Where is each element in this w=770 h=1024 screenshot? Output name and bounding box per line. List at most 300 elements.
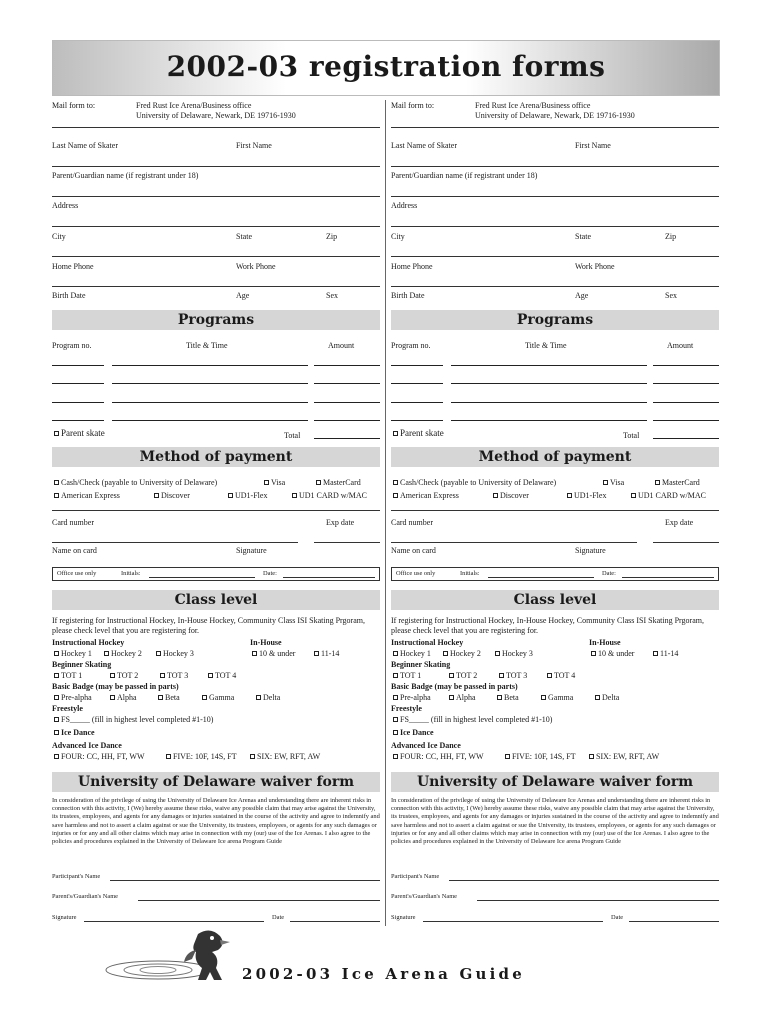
payment-visa[interactable] <box>603 478 624 488</box>
gamma-label: Gamma <box>548 693 574 702</box>
home-phone-label: Home Phone <box>391 262 433 271</box>
title-time-header: Title & Time <box>186 341 228 350</box>
checkbox-icon[interactable] <box>653 651 658 656</box>
page-title: 2002-03 registration forms <box>166 50 606 83</box>
freestyle-heading: Freestyle <box>52 704 83 713</box>
level-freestyle[interactable] <box>54 715 213 725</box>
level-gamma[interactable] <box>202 693 234 703</box>
checkbox-icon[interactable] <box>443 651 448 656</box>
home-phone-label: Home Phone <box>52 262 94 271</box>
basic-badge-heading: Basic Badge (may be passed in parts) <box>52 682 179 691</box>
ud1-card-label: UD1 CARD w/MAC <box>638 491 707 500</box>
registration-form-left <box>52 98 380 928</box>
level-five[interactable] <box>166 752 237 762</box>
program-no-header: Program no. <box>391 341 431 350</box>
parent-skate-label: Parent skate <box>61 428 105 438</box>
exp-date-field-line[interactable] <box>314 542 380 543</box>
level-gamma[interactable] <box>541 693 573 703</box>
checkbox-icon[interactable] <box>54 730 59 735</box>
registration-form-right <box>391 98 719 928</box>
card-number-field-line[interactable] <box>391 542 637 543</box>
program-row-1-amount[interactable] <box>314 365 380 366</box>
level-10-under[interactable] <box>252 649 295 659</box>
waiver-date-field-line[interactable] <box>629 921 719 922</box>
address-field-line[interactable] <box>391 226 719 227</box>
class-level-intro: If registering for Instructional Hockey, In-House Hockey, Community Class ISI Skating Prgoram, please check level that you are registering for. <box>391 616 704 635</box>
eleven-fourteen-label: 11-14 <box>660 649 679 658</box>
checkbox-icon[interactable] <box>250 754 255 759</box>
visa-label: Visa <box>610 478 625 487</box>
advanced-ice-dance-heading: Advanced Ice Dance <box>52 741 122 750</box>
city-label: City <box>391 232 405 241</box>
checkbox-icon[interactable] <box>541 695 546 700</box>
payment-amex[interactable] <box>54 491 120 501</box>
city-field-line[interactable] <box>391 256 719 257</box>
payment-cash-check[interactable] <box>54 478 217 488</box>
checkbox-icon[interactable] <box>497 695 502 700</box>
rule <box>391 510 719 511</box>
eleven-fourteen-label: 11-14 <box>321 649 340 658</box>
beginner-skating-heading: Beginner Skating <box>391 660 451 669</box>
waiver-header: University of Delaware waiver form <box>391 772 719 792</box>
level-tot1[interactable] <box>393 671 421 681</box>
checkbox-icon[interactable] <box>54 695 59 700</box>
exp-date-field-line[interactable] <box>653 542 719 543</box>
program-row-2-amount[interactable] <box>653 383 719 384</box>
name-field-line[interactable] <box>52 166 380 167</box>
level-hockey1[interactable] <box>393 649 431 659</box>
checkbox-icon[interactable] <box>655 480 660 485</box>
checkbox-icon[interactable] <box>603 480 608 485</box>
checkbox-icon[interactable] <box>393 431 398 436</box>
total-label: Total <box>623 431 640 440</box>
six-label: SIX: EW, RFT, AW <box>257 752 321 761</box>
work-phone-label: Work Phone <box>575 262 615 271</box>
city-field-line[interactable] <box>52 256 380 257</box>
checkbox-icon[interactable] <box>499 673 504 678</box>
hockey3-label: Hockey 3 <box>502 649 533 658</box>
ten-under-label: 10 & under <box>259 649 296 658</box>
sex-label: Sex <box>326 291 338 300</box>
checkbox-icon[interactable] <box>156 651 161 656</box>
checkbox-icon[interactable] <box>54 493 59 498</box>
payment-ud1-flex[interactable] <box>228 491 267 501</box>
alpha-label: Alpha <box>456 693 476 702</box>
level-beta[interactable] <box>497 693 519 703</box>
checkbox-icon[interactable] <box>393 717 398 722</box>
name-on-card-label: Name on card <box>391 546 436 555</box>
level-pre-alpha[interactable] <box>54 693 92 703</box>
delta-label: Delta <box>602 693 620 702</box>
program-row-4-number[interactable] <box>52 420 104 421</box>
program-row-3-number[interactable] <box>52 402 104 403</box>
program-row-4-title[interactable] <box>112 420 308 421</box>
six-label: SIX: EW, RFT, AW <box>596 752 660 761</box>
tot3-label: TOT 3 <box>506 671 528 680</box>
parent-skate-option[interactable] <box>393 428 444 438</box>
checkbox-icon[interactable] <box>54 431 59 436</box>
program-row-4-amount[interactable] <box>653 420 719 421</box>
level-five[interactable] <box>505 752 576 762</box>
waiver-signature-field-line[interactable] <box>423 921 603 922</box>
level-tot4[interactable] <box>547 671 575 681</box>
level-freestyle[interactable] <box>393 715 552 725</box>
four-label: FOUR: CC, HH, FT, WW <box>61 752 145 761</box>
mail-label: Mail form to: <box>52 101 96 110</box>
checkbox-icon[interactable] <box>505 754 510 759</box>
freestyle-heading: Freestyle <box>391 704 422 713</box>
program-row-2-amount[interactable] <box>314 383 380 384</box>
programs-header: Programs <box>52 310 380 330</box>
tot2-label: TOT 2 <box>456 671 478 680</box>
program-row-1-title[interactable] <box>112 365 308 366</box>
total-label: Total <box>284 431 301 440</box>
amount-header: Amount <box>667 341 694 350</box>
level-tot1[interactable] <box>54 671 82 681</box>
tot1-label: TOT 1 <box>61 671 83 680</box>
five-label: FIVE: 10F, 14S, FT <box>512 752 576 761</box>
checkbox-icon[interactable] <box>202 695 207 700</box>
payment-ud1-card[interactable] <box>631 491 706 501</box>
checkbox-icon[interactable] <box>252 651 257 656</box>
program-row-2-number[interactable] <box>52 383 104 384</box>
card-number-label: Card number <box>52 518 94 527</box>
program-row-1-number[interactable] <box>52 365 104 366</box>
mail-address-line1: Fred Rust Ice Arena/Business office <box>475 101 591 110</box>
age-label: Age <box>236 291 250 300</box>
level-four[interactable] <box>393 752 484 762</box>
parent-name-label: Parent/Guardian name (if registrant under 18) <box>52 171 199 180</box>
checkbox-icon[interactable] <box>393 695 398 700</box>
parent-field-line[interactable] <box>391 196 719 197</box>
level-six[interactable] <box>250 752 320 762</box>
four-label: FOUR: CC, HH, FT, WW <box>400 752 484 761</box>
level-six[interactable] <box>589 752 659 762</box>
address-field-line[interactable] <box>52 226 380 227</box>
mail-label: Mail form to: <box>391 101 435 110</box>
office-use-box <box>52 567 380 581</box>
payment-discover[interactable] <box>493 491 529 501</box>
level-delta[interactable] <box>256 693 280 703</box>
level-alpha[interactable] <box>449 693 476 703</box>
signature-label: Signature <box>236 546 267 555</box>
exp-date-label: Exp date <box>326 518 355 527</box>
parent-field-line[interactable] <box>52 196 380 197</box>
checkbox-icon[interactable] <box>316 480 321 485</box>
payment-discover[interactable] <box>154 491 190 501</box>
amex-label: American Express <box>61 491 120 500</box>
age-label: Age <box>575 291 589 300</box>
programs-header: Programs <box>391 310 719 330</box>
checkbox-icon[interactable] <box>595 695 600 700</box>
parent-skate-label: Parent skate <box>400 428 444 438</box>
class-level-header: Class level <box>52 590 380 610</box>
checkbox-icon[interactable] <box>393 730 398 735</box>
level-hockey3[interactable] <box>495 649 533 659</box>
level-tot3[interactable] <box>160 671 188 681</box>
last-name-label: Last Name of Skater <box>52 141 118 150</box>
checkbox-icon[interactable] <box>449 695 454 700</box>
birth-date-label: Birth Date <box>52 291 86 300</box>
name-field-line[interactable] <box>391 166 719 167</box>
checkbox-icon[interactable] <box>160 673 165 678</box>
waiver-date-field-line[interactable] <box>290 921 380 922</box>
cash-check-label: Cash/Check (payable to University of Delaware) <box>400 478 557 487</box>
checkbox-icon[interactable] <box>154 493 159 498</box>
parent-name-label: Parent/Guardian name (if registrant under 18) <box>391 171 538 180</box>
date-field-line[interactable] <box>622 577 714 578</box>
parent-guardian-name-field-line[interactable] <box>477 900 719 901</box>
pre-alpha-label: Pre-alpha <box>61 693 92 702</box>
payment-ud1-card[interactable] <box>292 491 367 501</box>
first-name-label: First Name <box>236 141 272 150</box>
level-tot3[interactable] <box>499 671 527 681</box>
checkbox-icon[interactable] <box>393 480 398 485</box>
initials-field-line[interactable] <box>149 577 255 578</box>
level-hockey2[interactable] <box>443 649 481 659</box>
checkbox-icon[interactable] <box>495 651 500 656</box>
tot4-label: TOT 4 <box>554 671 576 680</box>
checkbox-icon[interactable] <box>493 493 498 498</box>
mail-address-line2: University of Delaware, Newark, DE 19716-1930 <box>136 111 296 120</box>
program-row-3-amount[interactable] <box>314 402 380 403</box>
rule <box>52 127 380 128</box>
program-row-2-title[interactable] <box>112 383 308 384</box>
ud1-card-label: UD1 CARD w/MAC <box>299 491 368 500</box>
program-no-header: Program no. <box>52 341 92 350</box>
level-tot2[interactable] <box>110 671 138 681</box>
parent-guardian-name-field-line[interactable] <box>138 900 380 901</box>
beta-label: Beta <box>165 693 180 702</box>
checkbox-icon[interactable] <box>54 673 59 678</box>
zip-label: Zip <box>326 232 338 241</box>
participant-name-label: Participant's Name <box>52 873 101 880</box>
initials-label: Initials: <box>121 570 141 577</box>
address-label: Address <box>391 201 418 210</box>
discover-label: Discover <box>500 491 529 500</box>
rule <box>52 510 380 511</box>
card-number-label: Card number <box>391 518 433 527</box>
level-tot2[interactable] <box>449 671 477 681</box>
phone-field-line[interactable] <box>391 286 719 287</box>
hockey1-label: Hockey 1 <box>400 649 431 658</box>
program-row-1-amount[interactable] <box>653 365 719 366</box>
name-on-card-label: Name on card <box>52 546 97 555</box>
in-house-heading: In-House <box>250 638 282 647</box>
payment-visa[interactable] <box>264 478 285 488</box>
mastercard-label: MasterCard <box>323 478 361 487</box>
hockey3-label: Hockey 3 <box>163 649 194 658</box>
payment-amex[interactable] <box>393 491 459 501</box>
program-row-2-number[interactable] <box>391 383 443 384</box>
mastercard-label: MasterCard <box>662 478 700 487</box>
gamma-label: Gamma <box>209 693 235 702</box>
level-ice-dance[interactable] <box>393 728 434 738</box>
checkbox-icon[interactable] <box>158 695 163 700</box>
hockey2-label: Hockey 2 <box>450 649 481 658</box>
level-10-under[interactable] <box>591 649 634 659</box>
sex-label: Sex <box>665 291 677 300</box>
address-label: Address <box>52 201 79 210</box>
instructional-hockey-heading: Instructional Hockey <box>391 638 464 647</box>
ten-under-label: 10 & under <box>598 649 635 658</box>
program-row-4-title[interactable] <box>451 420 647 421</box>
checkbox-icon[interactable] <box>54 651 59 656</box>
date-field-line[interactable] <box>283 577 375 578</box>
amex-label: American Express <box>400 491 459 500</box>
rule <box>391 127 719 128</box>
waiver-date-label: Date <box>611 914 624 921</box>
tot4-label: TOT 4 <box>215 671 237 680</box>
checkbox-icon[interactable] <box>631 493 636 498</box>
checkbox-icon[interactable] <box>104 651 109 656</box>
checkbox-icon[interactable] <box>589 754 594 759</box>
checkbox-icon[interactable] <box>54 480 59 485</box>
participant-name-field-line[interactable] <box>110 880 380 881</box>
checkbox-icon[interactable] <box>264 480 269 485</box>
in-house-heading: In-House <box>589 638 621 647</box>
initials-label: Initials: <box>460 570 480 577</box>
waiver-signature-field-line[interactable] <box>84 921 264 922</box>
birth-date-label: Birth Date <box>391 291 425 300</box>
basic-badge-heading: Basic Badge (may be passed in parts) <box>391 682 518 691</box>
program-row-3-title[interactable] <box>112 402 308 403</box>
visa-label: Visa <box>271 478 286 487</box>
level-hockey1[interactable] <box>54 649 92 659</box>
waiver-header: University of Delaware waiver form <box>52 772 380 792</box>
participant-name-field-line[interactable] <box>449 880 719 881</box>
first-name-label: First Name <box>575 141 611 150</box>
alpha-label: Alpha <box>117 693 137 702</box>
exp-date-label: Exp date <box>665 518 694 527</box>
level-tot4[interactable] <box>208 671 236 681</box>
class-level-intro: If registering for Instructional Hockey, In-House Hockey, Community Class ISI Skating Prgoram, please check level that you are registering for. <box>52 616 365 635</box>
participant-name-label: Participant's Name <box>391 873 440 880</box>
checkbox-icon[interactable] <box>547 673 552 678</box>
program-row-2-title[interactable] <box>451 383 647 384</box>
office-use-box <box>391 567 719 581</box>
payment-mastercard[interactable] <box>316 478 361 488</box>
level-four[interactable] <box>54 752 145 762</box>
cash-check-label: Cash/Check (payable to University of Delaware) <box>61 478 218 487</box>
level-delta[interactable] <box>595 693 619 703</box>
level-11-14[interactable] <box>314 649 339 659</box>
checkbox-icon[interactable] <box>393 673 398 678</box>
parent-guardian-name-label: Parent's/Guardian's Name <box>391 893 458 900</box>
office-use-label: Office use only <box>396 570 436 577</box>
work-phone-label: Work Phone <box>236 262 276 271</box>
payment-header: Method of payment <box>391 447 719 467</box>
city-label: City <box>52 232 66 241</box>
office-use-label: Office use only <box>57 570 97 577</box>
payment-header: Method of payment <box>52 447 380 467</box>
level-hockey2[interactable] <box>104 649 142 659</box>
column-divider <box>385 100 386 926</box>
beginner-skating-heading: Beginner Skating <box>52 660 112 669</box>
ud1-flex-label: UD1-Flex <box>574 491 607 500</box>
level-ice-dance[interactable] <box>54 728 95 738</box>
mail-address-line2: University of Delaware, Newark, DE 19716-1930 <box>475 111 635 120</box>
checkbox-icon[interactable] <box>54 717 59 722</box>
program-row-3-amount[interactable] <box>653 402 719 403</box>
checkbox-icon[interactable] <box>228 493 233 498</box>
checkbox-icon[interactable] <box>166 754 171 759</box>
checkbox-icon[interactable] <box>54 754 59 759</box>
checkbox-icon[interactable] <box>393 493 398 498</box>
checkbox-icon[interactable] <box>314 651 319 656</box>
level-pre-alpha[interactable] <box>393 693 431 703</box>
class-level-header: Class level <box>391 590 719 610</box>
amount-header: Amount <box>328 341 355 350</box>
checkbox-icon[interactable] <box>110 673 115 678</box>
checkbox-icon[interactable] <box>208 673 213 678</box>
parent-skate-option[interactable] <box>54 428 105 438</box>
hockey2-label: Hockey 2 <box>111 649 142 658</box>
parent-guardian-name-label: Parent's/Guardian's Name <box>52 893 119 900</box>
payment-mastercard[interactable] <box>655 478 700 488</box>
delta-label: Delta <box>263 693 281 702</box>
initials-field-line[interactable] <box>488 577 594 578</box>
beta-label: Beta <box>504 693 519 702</box>
checkbox-icon[interactable] <box>110 695 115 700</box>
program-row-4-number[interactable] <box>391 420 443 421</box>
level-11-14[interactable] <box>653 649 678 659</box>
program-row-4-amount[interactable] <box>314 420 380 421</box>
total-field-line[interactable] <box>653 438 719 439</box>
pre-alpha-label: Pre-alpha <box>400 693 431 702</box>
freestyle-label: FS_____ (fill in highest level completed #1-10) <box>61 715 214 724</box>
level-beta[interactable] <box>158 693 180 703</box>
freestyle-label: FS_____ (fill in highest level completed #1-10) <box>400 715 553 724</box>
checkbox-icon[interactable] <box>449 673 454 678</box>
checkbox-icon[interactable] <box>567 493 572 498</box>
payment-cash-check[interactable] <box>393 478 556 488</box>
program-row-3-title[interactable] <box>451 402 647 403</box>
level-alpha[interactable] <box>110 693 137 703</box>
waiver-text: In consideration of the privilege of using the University of Delaware Ice Arenas and understanding there are inherent risks in connection with this activity, I (We) hereby assume these risks, waive any possible claim that may arise against the University, its trustees, employees, and agents for any damages or injuries sustained in the course of the activity and agree to indemnify and save harmless and not to assert a claim against or sue the University, its trustees, employees, or agents for any such damages or injuries or for any and all other claims which may arise in connection with my (our) use of the Ice Arenas. I also agree to the policies and procedures explained in the University of Delaware Ice arena Program Guide <box>391 797 719 846</box>
ice-dance-label: Ice Dance <box>61 728 95 737</box>
checkbox-icon[interactable] <box>393 754 398 759</box>
ud1-flex-label: UD1-Flex <box>235 491 268 500</box>
blue-hen-mascot-icon <box>100 926 240 990</box>
waiver-signature-label: Signature <box>391 914 416 921</box>
card-number-field-line[interactable] <box>52 542 298 543</box>
zip-label: Zip <box>665 232 677 241</box>
checkbox-icon[interactable] <box>256 695 261 700</box>
checkbox-icon[interactable] <box>292 493 297 498</box>
checkbox-icon[interactable] <box>393 651 398 656</box>
tot2-label: TOT 2 <box>117 671 139 680</box>
checkbox-icon[interactable] <box>591 651 596 656</box>
ice-dance-label: Ice Dance <box>400 728 434 737</box>
waiver-date-label: Date <box>272 914 285 921</box>
program-row-1-title[interactable] <box>451 365 647 366</box>
state-label: State <box>236 232 252 241</box>
program-row-3-number[interactable] <box>391 402 443 403</box>
phone-field-line[interactable] <box>52 286 380 287</box>
total-field-line[interactable] <box>314 438 380 439</box>
mail-address-line1: Fred Rust Ice Arena/Business office <box>136 101 252 110</box>
payment-ud1-flex[interactable] <box>567 491 606 501</box>
date-label: Date: <box>263 570 277 577</box>
program-row-1-number[interactable] <box>391 365 443 366</box>
tot1-label: TOT 1 <box>400 671 422 680</box>
hockey1-label: Hockey 1 <box>61 649 92 658</box>
signature-label: Signature <box>575 546 606 555</box>
level-hockey3[interactable] <box>156 649 194 659</box>
title-banner <box>52 40 720 96</box>
date-label: Date: <box>602 570 616 577</box>
